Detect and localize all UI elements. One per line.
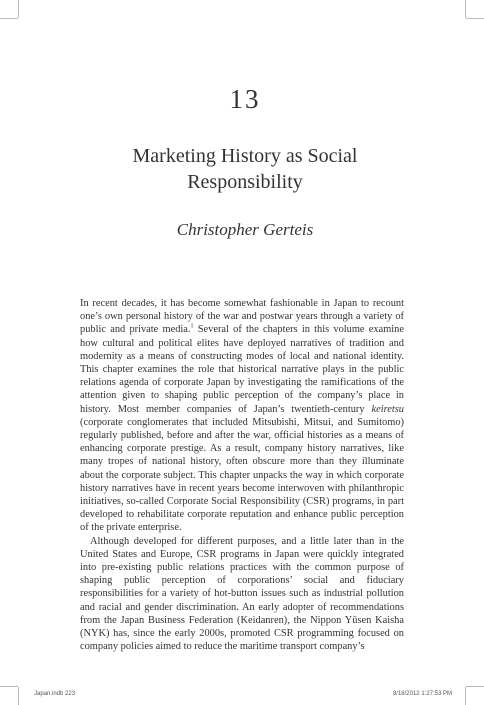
slug-timestamp: 8/18/2012 1:27:53 PM [392,691,452,697]
paragraph-2: Although developed for different purposes, and a little later than in the United States and Europe, CSR programs in Japan were quickly integrated into pre-existing public relations practices with the common purpose of shaping public perception of corporations’ social and fiduciary responsibilities for a variety of hot-button issues such as industrial pollution and racial and gender discrimination. An early adopter of recommendations from the Japan Business Federation (Keidanren), the Nippon Yūsen Kaisha (NYK) has, since the early 2000s, promoted CSR programming focused on company policies aimed to reduce the maritime transport company’s [80,535,404,653]
crop-mark-right-bottom [466,686,484,687]
chapter-author: Christopher Gerteis [176,220,314,239]
paragraph-1-part-a: In recent decades, it has become somewhat fashionable in Japan to recount one’s own personal history of the war and postwar years through a variety of public and private media. [80,298,404,336]
crop-mark-bottom-right [465,687,466,705]
slug-filename: Japan.indb 223 [34,691,76,697]
paragraph-1-part-b: Several of the chapters in this volume examine how cultural and political elites have deployed narratives of tradition and modernity as a means of constructing modes of local and national identity. This chapter examines the role that historical narrative plays in the public relations agenda of corporate Japan by investigating the ramifications of the attention given to shaping public perception of the company’s place in history. Most member companies of Japan’s twentieth-century [80,324,404,415]
chapter-title-line2: Responsibility [187,171,303,193]
body-text [80,297,404,653]
footnote-marker: 1 [190,323,194,330]
chapter-title [100,143,390,195]
chapter-number [0,84,484,115]
chapter-title-line1: Marketing History as Social [132,145,358,167]
crop-mark-left-top [0,18,18,19]
crop-mark-top-right [465,0,466,18]
crop-mark-bottom-left [18,687,19,705]
paragraph-1 [80,297,404,535]
chapter-number-text: 13 [229,84,261,114]
keiretsu-term: keiretsu [371,403,404,415]
crop-mark-right-top [466,18,484,19]
crop-mark-left-bottom [0,686,18,687]
paragraph-1-part-c: (corporate conglomerates that included Mitsubishi, Mitsui, and Sumitomo) regularly published, before and after the war, official histories as a means of enhancing corporate prestige. As a result, company history narratives, like many tropes of national history, often obscure more than they illuminate about the corporate subject. This chapter unpacks the way in which corporate history narratives have in recent years become interwoven with philanthropic initiatives, so-called Corporate Social Responsibility (CSR) programs, in part developed to rehabilitate corporate reputation and enhance public perception of the private enterprise. [80,416,404,534]
crop-mark-top-left [18,0,19,18]
